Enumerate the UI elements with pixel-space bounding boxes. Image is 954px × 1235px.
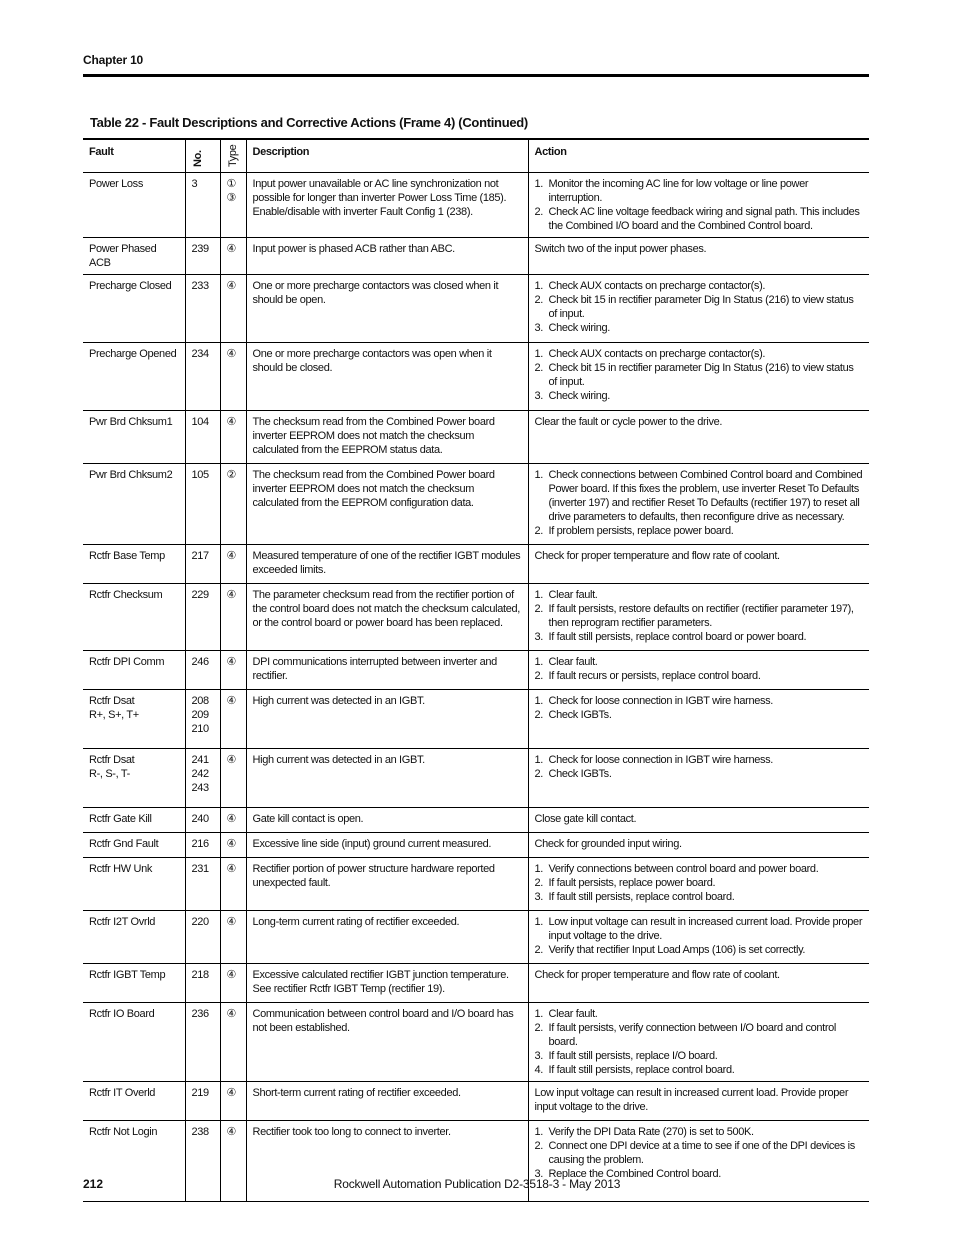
fault-type-cell <box>220 807 246 832</box>
action-step <box>535 293 865 321</box>
fault-name-line: Rctfr Not Login <box>89 1125 158 1138</box>
table-row <box>83 963 869 1002</box>
corrective-action-cell <box>528 857 869 910</box>
fault-type-symbol: ④ <box>226 347 237 360</box>
fault-type-cell <box>220 689 246 748</box>
fault-type-symbol: ④ <box>226 242 237 255</box>
table-row <box>83 410 869 463</box>
action-step-text: Clear fault. <box>548 1007 598 1020</box>
action-step-number: 2. <box>534 708 543 721</box>
fault-name-line: R-, S-, T- <box>89 767 130 780</box>
corrective-action-cell <box>528 910 869 963</box>
action-step-number: 2. <box>534 293 543 306</box>
fault-type-cell <box>220 1002 246 1081</box>
fault-number: 218 <box>191 968 209 981</box>
action-step-text: Check connections between Combined Control board and Combined Power board. If this fixes the problem, use inverter Reset To Defaults (inverter 197) and rectifier Reset To Defaults (rectifier 197) to reset all drive parameters to defaults, then reconfigure drive as necessary. <box>548 468 863 523</box>
fault-name-line: Rctfr Gate Kill <box>89 812 152 825</box>
fault-description-cell: Rectifier portion of power structure hardware reported unexpected fault. <box>246 857 528 910</box>
action-step <box>535 588 865 602</box>
table-row <box>83 1002 869 1081</box>
fault-name-line: Power Phased ACB <box>89 242 157 269</box>
action-step <box>535 630 865 644</box>
fault-description-cell: Long-term current rating of rectifier exceeded. <box>246 910 528 963</box>
table-row <box>83 748 869 807</box>
action-step <box>535 321 865 335</box>
fault-name-cell <box>83 807 185 832</box>
col-header-type-label: Type <box>226 144 239 167</box>
fault-number-cell <box>185 748 220 807</box>
action-step-text: Replace the Combined Control board. <box>548 1167 721 1180</box>
action-step-text: If fault still persists, replace control board. <box>548 890 735 903</box>
fault-type-cell <box>220 342 246 410</box>
fault-type-symbol: ④ <box>226 1086 237 1099</box>
fault-name-line: Precharge Opened <box>89 347 177 360</box>
fault-name-line: Precharge Closed <box>89 279 172 292</box>
corrective-action-cell <box>528 963 869 1002</box>
action-step <box>535 767 865 781</box>
action-step <box>535 862 865 876</box>
action-step-number: 1. <box>534 177 543 190</box>
table-header-row <box>83 139 869 172</box>
fault-type-symbol: ④ <box>226 279 237 292</box>
action-step-text: Connect one DPI device at a time to see if one of the DPI devices is causing the problem. <box>548 1139 855 1166</box>
fault-description-cell: Input power unavailable or AC line synchronization not possible for longer than inverter Power Loss Time (185). Enable/disable with inverter Fault Config 1 (238). <box>246 172 528 237</box>
fault-name-line: Rctfr Base Temp <box>89 549 165 562</box>
header-rule <box>83 74 869 77</box>
action-step-number: 2. <box>534 205 543 218</box>
action-step-text: If fault still persists, replace control board. <box>548 1063 735 1076</box>
action-step-text: Check IGBTs. <box>548 708 612 721</box>
col-header-description: Description <box>246 139 528 172</box>
fault-type-cell <box>220 963 246 1002</box>
fault-name-cell <box>83 910 185 963</box>
fault-number-cell <box>185 857 220 910</box>
corrective-action-cell <box>528 1081 869 1120</box>
fault-number: 219 <box>191 1086 209 1099</box>
fault-description-cell: Communication between control board and I/O board has not been established. <box>246 1002 528 1081</box>
action-step <box>535 753 865 767</box>
fault-type-symbol: ④ <box>226 415 237 428</box>
action-step-text: Check AC line voltage feedback wiring and signal path. This includes the Combined I/O board and the Combined Control board. <box>548 205 860 232</box>
action-step <box>535 655 865 669</box>
fault-type-symbol: ④ <box>226 1007 237 1020</box>
corrective-action-cell <box>528 274 869 342</box>
fault-name-line: Power Loss <box>89 177 143 190</box>
action-step <box>535 669 865 683</box>
fault-type-cell <box>220 910 246 963</box>
action-step-text: If fault still persists, replace control board or power board. <box>548 630 807 643</box>
action-step <box>535 876 865 890</box>
fault-name-line: Rctfr DPI Comm <box>89 655 165 668</box>
fault-number: 231 <box>191 862 209 875</box>
action-step-text: Check for loose connection in IGBT wire harness. <box>548 694 774 707</box>
action-step-text: Check for loose connection in IGBT wire harness. <box>548 753 774 766</box>
action-step-number: 1. <box>534 1007 543 1020</box>
fault-number: 239 <box>191 242 209 255</box>
fault-name-cell <box>83 172 185 237</box>
action-step <box>535 524 865 538</box>
action-step <box>535 1063 865 1077</box>
table-row <box>83 857 869 910</box>
fault-number: 104 <box>191 415 209 428</box>
fault-description-cell: The checksum read from the Combined Power board inverter EEPROM does not match the checksum calculated from the EEPROM status data. <box>246 410 528 463</box>
fault-name-cell <box>83 650 185 689</box>
action-step <box>535 468 865 524</box>
fault-type-cell <box>220 172 246 237</box>
action-step <box>535 915 865 943</box>
fault-description-cell: Measured temperature of one of the rectifier IGBT modules exceeded limits. <box>246 544 528 583</box>
table-row <box>83 463 869 544</box>
fault-type-symbol: ④ <box>226 1125 237 1138</box>
corrective-action-cell <box>528 832 869 857</box>
fault-name-line: Rctfr Checksum <box>89 588 163 601</box>
corrective-action-cell <box>528 342 869 410</box>
fault-description-cell: The parameter checksum read from the rectifier portion of the control board does not match the checksum calculated, or the control board or power board has been replaced. <box>246 583 528 650</box>
fault-number-cell <box>185 832 220 857</box>
table-body <box>83 172 869 1201</box>
fault-name-line: Rctfr Dsat <box>89 694 135 707</box>
corrective-action-cell <box>528 748 869 807</box>
corrective-action-cell <box>528 463 869 544</box>
fault-number-cell <box>185 274 220 342</box>
fault-number: 220 <box>191 915 209 928</box>
action-step-text: If fault recurs or persists, replace control board. <box>548 669 761 682</box>
fault-type-symbol: ④ <box>226 694 237 707</box>
corrective-action-cell <box>528 1002 869 1081</box>
fault-type-cell <box>220 583 246 650</box>
fault-type-cell <box>220 544 246 583</box>
fault-name-line: Pwr Brd Chksum1 <box>89 415 173 428</box>
publication-footer: Rockwell Automation Publication D2-3518-3 - May 2013 <box>333 1177 621 1191</box>
fault-number: 242 <box>191 767 209 780</box>
action-step-number: 3. <box>534 890 543 903</box>
fault-type-symbol: ④ <box>226 549 237 562</box>
action-step-number: 4. <box>534 1063 543 1076</box>
fault-number: 243 <box>191 781 209 794</box>
fault-number-cell <box>185 910 220 963</box>
fault-number-cell <box>185 172 220 237</box>
col-header-action: Action <box>528 139 869 172</box>
table-caption: Table 22 - Fault Descriptions and Corrective Actions (Frame 4) (Continued) <box>90 115 528 130</box>
fault-name-cell <box>83 237 185 274</box>
action-step <box>535 1021 865 1049</box>
fault-name-cell <box>83 410 185 463</box>
fault-description-cell: High current was detected in an IGBT. <box>246 748 528 807</box>
fault-number-cell <box>185 650 220 689</box>
action-step-number: 2. <box>534 602 543 615</box>
chapter-label: Chapter 10 <box>83 53 144 67</box>
fault-type-symbol: ④ <box>226 588 237 601</box>
fault-type-cell <box>220 274 246 342</box>
action-step-text: Low input voltage can result in increased current load. Provide proper input voltage to the drive. <box>548 915 863 942</box>
action-step-number: 2. <box>534 361 543 374</box>
action-step <box>535 279 865 293</box>
fault-number: 210 <box>191 722 209 735</box>
fault-type-symbol: ③ <box>226 191 237 204</box>
fault-name-line: Rctfr Gnd Fault <box>89 837 159 850</box>
fault-type-cell <box>220 410 246 463</box>
fault-name-cell <box>83 463 185 544</box>
action-step-text: Check AUX contacts on precharge contactor(s). <box>548 279 766 292</box>
action-step <box>535 177 865 205</box>
action-step-text: Check IGBTs. <box>548 767 612 780</box>
action-step-text: Monitor the incoming AC line for low voltage or line power interruption. <box>548 177 809 204</box>
action-step-text: Check wiring. <box>548 321 610 334</box>
fault-name-line: Rctfr IGBT Temp <box>89 968 166 981</box>
fault-description-cell: One or more precharge contactors was closed when it should be open. <box>246 274 528 342</box>
fault-type-symbol: ④ <box>226 812 237 825</box>
fault-description-cell: The checksum read from the Combined Power board inverter EEPROM does not match the checksum calculated from the EEPROM configuration data. <box>246 463 528 544</box>
fault-number: 105 <box>191 468 209 481</box>
col-header-type <box>220 139 246 172</box>
fault-number-cell <box>185 410 220 463</box>
fault-description-cell: Input power is phased ACB rather than ABC. <box>246 237 528 274</box>
action-step <box>535 943 865 957</box>
action-step-number: 1. <box>534 694 543 707</box>
fault-type-cell <box>220 237 246 274</box>
action-step-text: Verify connections between control board and power board. <box>548 862 819 875</box>
fault-type-symbol: ④ <box>226 753 237 766</box>
fault-type-cell <box>220 463 246 544</box>
action-step-number: 2. <box>534 876 543 889</box>
action-step-text: If problem persists, replace power board. <box>548 524 734 537</box>
fault-number: 234 <box>191 347 209 360</box>
fault-type-symbol: ① <box>226 177 237 190</box>
table-row <box>83 689 869 748</box>
action-step <box>535 347 865 361</box>
fault-number-cell <box>185 1081 220 1120</box>
fault-number-cell <box>185 544 220 583</box>
fault-type-symbol: ④ <box>226 968 237 981</box>
action-text: Check for proper temperature and flow rate of coolant. <box>534 549 780 562</box>
fault-description-cell: Gate kill contact is open. <box>246 807 528 832</box>
fault-type-cell <box>220 832 246 857</box>
page-number: 212 <box>83 1177 104 1191</box>
action-step-number: 3. <box>534 1049 543 1062</box>
action-step <box>535 708 865 722</box>
fault-number-cell <box>185 342 220 410</box>
action-step-text: Check bit 15 in rectifier parameter Dig In Status (216) to view status of input. <box>548 361 854 388</box>
action-step-number: 2. <box>534 1021 543 1034</box>
table-row <box>83 650 869 689</box>
fault-type-cell <box>220 748 246 807</box>
action-step <box>535 361 865 389</box>
action-step-text: Verify that rectifier Input Load Amps (106) is set correctly. <box>548 943 806 956</box>
action-step-text: If fault persists, verify connection between I/O board and control board. <box>548 1021 837 1048</box>
fault-type-symbol: ④ <box>226 915 237 928</box>
fault-name-cell <box>83 274 185 342</box>
action-step-text: Clear fault. <box>548 588 598 601</box>
fault-number: 229 <box>191 588 209 601</box>
action-step-number: 2. <box>534 943 543 956</box>
fault-description-cell: Excessive line side (input) ground current measured. <box>246 832 528 857</box>
fault-name-line: Rctfr I2T Ovrld <box>89 915 156 928</box>
fault-name-cell <box>83 1002 185 1081</box>
fault-table <box>83 138 869 1202</box>
fault-name-cell <box>83 544 185 583</box>
fault-type-cell <box>220 1081 246 1120</box>
table-row <box>83 807 869 832</box>
action-step-number: 1. <box>534 468 543 481</box>
fault-number: 240 <box>191 812 209 825</box>
col-header-no-label: No. <box>191 150 204 167</box>
fault-name-cell <box>83 342 185 410</box>
action-step-number: 3. <box>534 321 543 334</box>
corrective-action-cell <box>528 807 869 832</box>
corrective-action-cell <box>528 689 869 748</box>
fault-name-line: R+, S+, T+ <box>89 708 139 721</box>
action-step-text: Verify the DPI Data Rate (270) is set to 500K. <box>548 1125 754 1138</box>
fault-number: 217 <box>191 549 209 562</box>
fault-description-cell: DPI communications interrupted between inverter and rectifier. <box>246 650 528 689</box>
corrective-action-cell <box>528 237 869 274</box>
action-step-text: Check bit 15 in rectifier parameter Dig In Status (216) to view status of input. <box>548 293 854 320</box>
action-text: Switch two of the input power phases. <box>534 242 707 255</box>
fault-name-line: Rctfr HW Unk <box>89 862 153 875</box>
corrective-action-cell <box>528 172 869 237</box>
fault-description-cell: Excessive calculated rectifier IGBT junction temperature. See rectifier Rctfr IGBT Temp (rectifier 19). <box>246 963 528 1002</box>
action-step <box>535 1049 865 1063</box>
table-row <box>83 342 869 410</box>
action-step-number: 1. <box>534 655 543 668</box>
action-step <box>535 1125 865 1139</box>
action-step-number: 1. <box>534 1125 543 1138</box>
table-row <box>83 910 869 963</box>
fault-name-line: Rctfr IO Board <box>89 1007 155 1020</box>
table-row <box>83 832 869 857</box>
corrective-action-cell <box>528 544 869 583</box>
fault-number: 233 <box>191 279 209 292</box>
action-text: Close gate kill contact. <box>534 812 637 825</box>
action-step <box>535 694 865 708</box>
fault-number-cell <box>185 689 220 748</box>
fault-number: 208 <box>191 694 209 707</box>
action-text: Clear the fault or cycle power to the drive. <box>534 415 723 428</box>
fault-number: 236 <box>191 1007 209 1020</box>
table-row <box>83 544 869 583</box>
col-header-fault: Fault <box>83 139 185 172</box>
action-step-number: 3. <box>534 389 543 402</box>
action-step-number: 3. <box>534 1167 543 1180</box>
action-step-text: If fault persists, replace power board. <box>548 876 716 889</box>
action-step-number: 2. <box>534 669 543 682</box>
fault-name-cell <box>83 1081 185 1120</box>
fault-number-cell <box>185 963 220 1002</box>
action-step-number: 1. <box>534 347 543 360</box>
action-step-text: If fault still persists, replace I/O board. <box>548 1049 718 1062</box>
fault-name-cell <box>83 832 185 857</box>
fault-type-symbol: ④ <box>226 837 237 850</box>
action-step-text: Check AUX contacts on precharge contactor(s). <box>548 347 766 360</box>
fault-number: 246 <box>191 655 209 668</box>
action-step-text: Check wiring. <box>548 389 610 402</box>
fault-description-cell: High current was detected in an IGBT. <box>246 689 528 748</box>
action-step <box>535 1139 865 1167</box>
fault-name-cell <box>83 689 185 748</box>
action-step-number: 2. <box>534 524 543 537</box>
fault-number-cell <box>185 583 220 650</box>
action-step <box>535 890 865 904</box>
action-text: Check for grounded input wiring. <box>534 837 682 850</box>
fault-number: 238 <box>191 1125 209 1138</box>
col-header-no <box>185 139 220 172</box>
fault-name-cell <box>83 583 185 650</box>
table-row <box>83 172 869 237</box>
action-step <box>535 205 865 233</box>
fault-type-symbol: ② <box>226 468 237 481</box>
corrective-action-cell <box>528 410 869 463</box>
table-row <box>83 1081 869 1120</box>
fault-number: 216 <box>191 837 209 850</box>
action-step-text: Clear fault. <box>548 655 598 668</box>
fault-name-cell <box>83 748 185 807</box>
fault-description-cell: One or more precharge contactors was open when it should be closed. <box>246 342 528 410</box>
action-step-number: 1. <box>534 753 543 766</box>
action-step-number: 1. <box>534 588 543 601</box>
action-step-number: 1. <box>534 279 543 292</box>
fault-type-cell <box>220 650 246 689</box>
corrective-action-cell <box>528 650 869 689</box>
fault-number-cell <box>185 237 220 274</box>
fault-name-line: Rctfr Dsat <box>89 753 135 766</box>
action-text: Check for proper temperature and flow rate of coolant. <box>534 968 780 981</box>
fault-description-cell: Rectifier took too long to connect to inverter. <box>246 1120 528 1201</box>
table-row <box>83 237 869 274</box>
action-step-number: 1. <box>534 915 543 928</box>
action-step-number: 3. <box>534 630 543 643</box>
fault-name-line: Pwr Brd Chksum2 <box>89 468 173 481</box>
action-step-number: 2. <box>534 1139 543 1152</box>
fault-number-cell <box>185 807 220 832</box>
fault-number: 209 <box>191 708 209 721</box>
fault-name-line: Rctfr IT Overld <box>89 1086 156 1099</box>
action-step <box>535 1007 865 1021</box>
fault-type-symbol: ④ <box>226 655 237 668</box>
action-step <box>535 602 865 630</box>
action-step-text: If fault persists, restore defaults on rectifier (rectifier parameter 197), then reprogram rectifier parameters. <box>548 602 854 629</box>
fault-number: 241 <box>191 753 209 766</box>
action-step-number: 1. <box>534 862 543 875</box>
table-row <box>83 583 869 650</box>
corrective-action-cell <box>528 583 869 650</box>
fault-type-cell <box>220 857 246 910</box>
fault-number-cell <box>185 1002 220 1081</box>
action-step-number: 2. <box>534 767 543 780</box>
fault-type-symbol: ④ <box>226 862 237 875</box>
fault-number-cell <box>185 463 220 544</box>
table-row <box>83 274 869 342</box>
fault-name-cell <box>83 963 185 1002</box>
action-step <box>535 389 865 403</box>
fault-name-cell <box>83 857 185 910</box>
fault-number: 3 <box>191 177 198 190</box>
fault-description-cell: Short-term current rating of rectifier exceeded. <box>246 1081 528 1120</box>
action-text: Low input voltage can result in increased current load. Provide proper input voltage to the drive. <box>534 1086 849 1113</box>
